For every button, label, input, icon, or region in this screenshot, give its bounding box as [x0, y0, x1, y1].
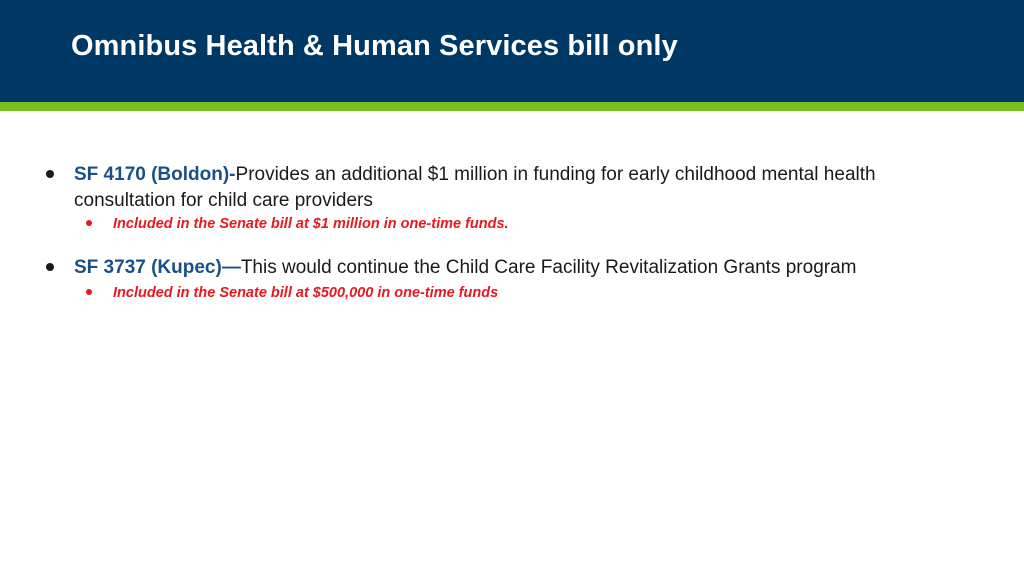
bill-description: This would continue the Child Care Facility Revitalization Grants program	[240, 257, 857, 278]
bill-description: Provides an additional $1 million in funding for early childhood mental health consultation for child care providers	[74, 164, 876, 211]
bill-label: SF 3737 (Kupec)—	[74, 257, 241, 278]
sub-bullet-icon	[86, 289, 92, 295]
bullet-icon	[46, 170, 54, 178]
slide-title: Omnibus Health & Human Services bill only	[71, 30, 678, 62]
sub-bullet-icon	[86, 220, 92, 226]
bill-item-sf4170	[74, 162, 974, 213]
bill-note-text: Included in the Senate bill at $500,000 in one-time funds	[113, 285, 499, 301]
bill-label: SF 4170 (Boldon)-	[74, 164, 236, 185]
bill-note-text: Included in the Senate bill at $1 million in one-time funds.	[113, 216, 509, 232]
bill-note-sf3737	[113, 284, 498, 302]
bill-item-sf3737	[74, 255, 974, 281]
bullet-icon	[46, 263, 54, 271]
bill-note-sf4170	[113, 215, 509, 233]
